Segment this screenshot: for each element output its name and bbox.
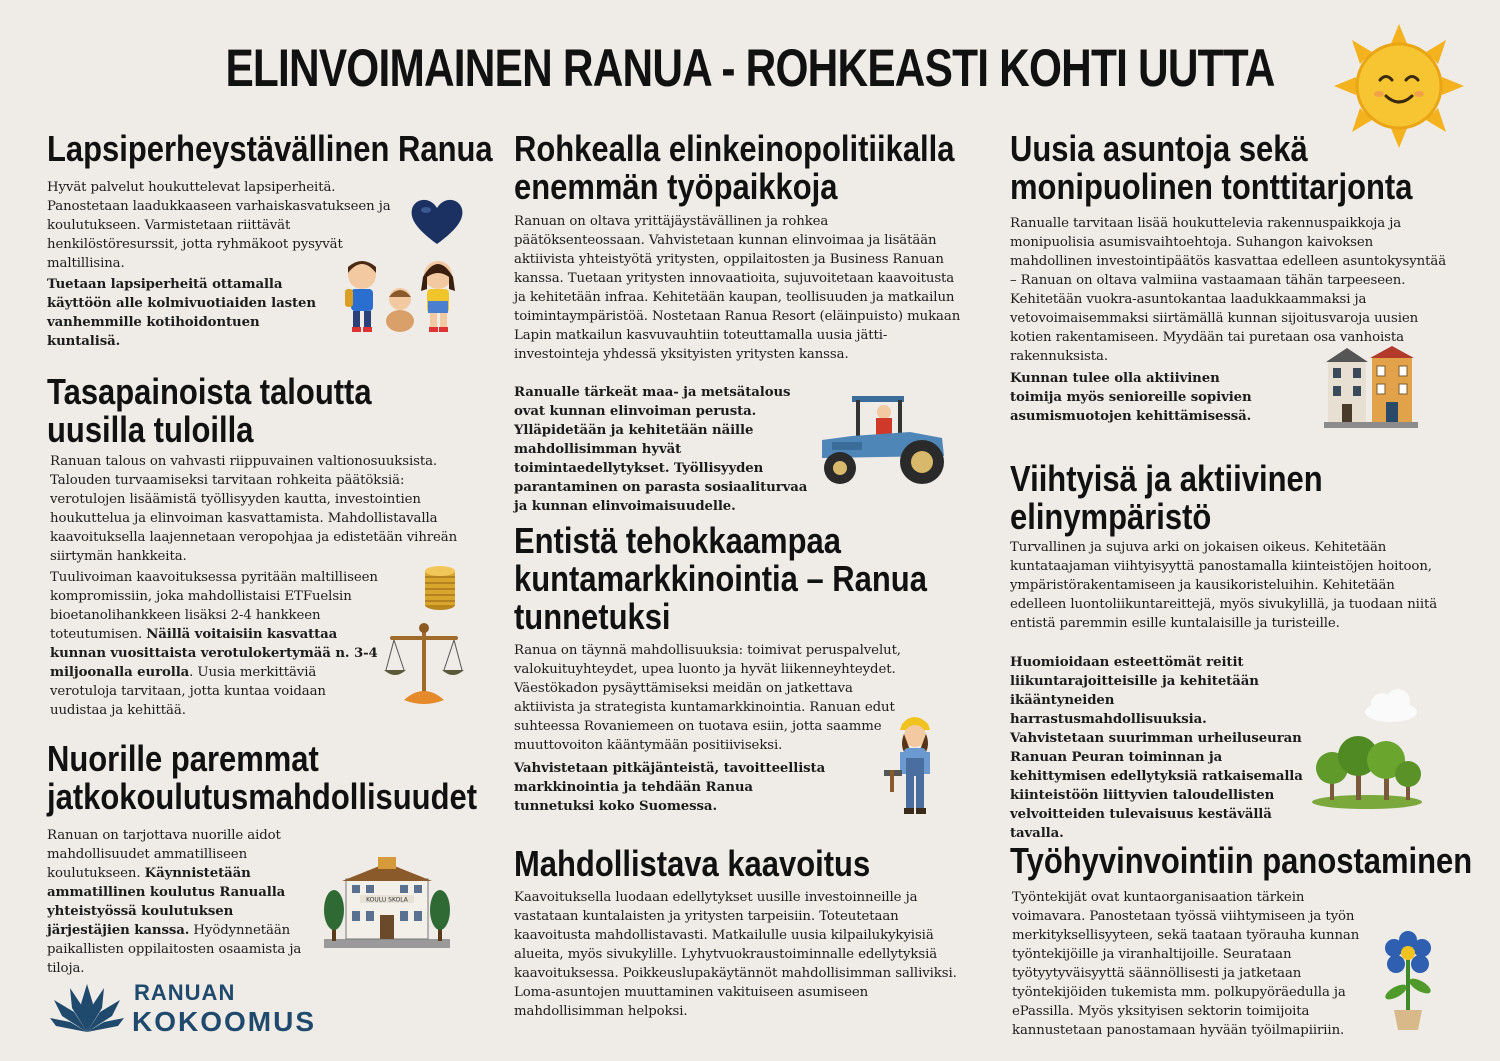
trees-icon <box>1310 730 1424 810</box>
text-lapsiperheet: Hyvät palvelut houkuttelevat lapsiperheitä. Panostetaan laadukkaaseen varhaiskasvatukseen ja koulutukseen. Varmistetaan riittävät henkilöstöresurssit, jotta ryhmäkoot pysyvät maltillisina. <box>47 180 391 271</box>
heart-icon <box>410 196 464 246</box>
text-elinkeino: Ranuan on oltava yrittäjäystävällinen ja rohkea päätöksenteossaan. Vahvistetaan kunnan elinvoimaa ja lisätään aktiivista yhteistyötä yritysten, oppilaitosten ja Business Ranuan kanssa. Tuetaan yritysten innovaatioita, sujuvoitetaan kaavoitusta ja kehitetään infraa. Kehitetään kaupan, teollisuuden ja matkailun toimintaympäristöä. Nostetaan Ranua Resort (eläinpuisto) mukaan Lapin matkailun kasvuvauhtiin toteuttamalla uusia jätti-investointeja yhdessä yksityisten yritysten kanssa. <box>514 214 961 362</box>
text-koulutus-intro: Ranuan on tarjottava nuorille aidot mahdollisuudet ammatilliseen koulutukseen. <box>47 828 281 881</box>
coin-stack-icon <box>420 563 460 611</box>
text-koulutus-end: Hyödynnetään paikallisten oppilaitosten osaamista ja tiloja. <box>47 923 302 976</box>
heading-nuorille-line2: jatkokoulutusmahdollisuudet <box>47 776 478 817</box>
school-sign: KOULU SKOLA <box>366 896 408 904</box>
page-title: ELINVOIMAINEN RANUA - ROHKEASTI KOHTI UUTTA <box>225 39 1275 98</box>
bold-kotihoidontuki: Tuetaan lapsiperheitä ottamalla käyttöön alle kolmivuotiaiden lasten vanhemmille kotihoidontuen kuntalisä. <box>47 277 316 349</box>
bold-verotulot: Näillä voitaisiin kasvattaa kunnan vuosittaista verotulokertymää n. 3-4 miljoonalla eurolla <box>50 627 378 680</box>
kokoomus-logo-icon <box>50 980 124 1036</box>
heading-kuntamarkkinointi-line3: tunnetuksi <box>514 596 671 637</box>
text-elinkeino-bold <box>514 383 816 516</box>
text-elinymparisto: Turvallinen ja sujuva arki on jokaisen oikeus. Kehitetään kuntataajaman viihtyisyyttä panostamalla kiinteistöjen hoitoon, ympäristörakentamiseen ja kausikoristeluihin. Kehitetään edelleen luontoliikuntareittejä, myös sivukylillä, ja tuodaan niitä entistä paremmin esille kuntalaisille ja turisteille. <box>1010 540 1438 631</box>
heading-kuntamarkkinointi-line2: kuntamarkkinointia – Ranua <box>514 558 927 599</box>
heading-tyohyvinvointi: Työhyvinvointiin panostaminen <box>1010 840 1473 881</box>
flower-icon <box>1380 930 1436 1032</box>
heading-tasapainoista-line1: Tasapainoista taloutta <box>47 371 372 412</box>
bold-maa-metsatalous: Ranualle tärkeät maa- ja metsätalous ovat kunnan elinvoiman perusta. Ylläpidetään ja kehitetään näille mahdollisimman hyvät toimintaedellytykset. Työllisyyden parantaminen on parasta sosiaaliturvaa ja kunnan elinvoimaisuudelle. <box>514 385 808 514</box>
worker-icon <box>878 712 950 818</box>
text-tuulivoima <box>50 568 385 720</box>
bold-esteettomat: Huomioidaan esteettömät reitit liikuntarajoitteisille ja kehitetään ikääntyneiden harrastusmahdollisuuksia. Vahvistetaan suurimman urheiluseuran Ranuan Peuran toiminnan ja kehittymisen edellytyksiä ratkaisemalla kiinteistöön liittyvien taloudellisten velvoitteiden tulevaisuus kestävällä tavalla. <box>1010 655 1303 841</box>
logo-line1: RANUAN <box>134 980 236 1005</box>
heading-lapsiperheystavallinen: Lapsiperheystävällinen Ranua <box>47 128 493 169</box>
heading-viihtyisa-line2: elinympäristö <box>1010 496 1212 537</box>
text-tuulivoima-intro: Tuulivoiman kaavoituksessa pyritään maltilliseen kompromissiin, joka mahdollistaisi ETFuelsin bioetanolihankkeen lisäksi 2-4 hankkeen toteutumisen. <box>50 570 378 642</box>
heading-kaavoitus: Mahdollistava kaavoitus <box>514 843 871 884</box>
scales-icon <box>382 620 466 710</box>
children-icon <box>340 255 465 335</box>
heading-elinkeinopolitiikka-line1: Rohkealla elinkeinopolitiikalla <box>514 128 955 169</box>
heading-viihtyisa-line1: Viihtyisä ja aktiivinen <box>1010 458 1323 499</box>
heading-tasapainoista-line2: uusilla tuloilla <box>47 409 254 450</box>
text-tyohyvinvointi: Työntekijät ovat kuntaorganisaation tärkein voimavara. Panostetaan työssä viihtymiseen ja työn merkityksellisyyteen, sekä taataan työrauha kunnan työntekijöille ja viranhaltijoille. Seurataan työtyytyväisyyttä säännöllisesti ja jatketaan työntekijöiden tukemista mm. polkupyöräedulla ja ePassilla. Myös yksityisen sektorin toimijoita kannustetaan panostamaan hyvään työilmapiiriin. <box>1012 890 1360 1038</box>
text-tuulivoima-end: . Uusia merkittäviä verotuloja tarvitaan, jotta kuntaa voidaan uudistaa ja kehittää. <box>50 665 326 718</box>
text-talous: Ranuan talous on vahvasti riippuvainen valtionosuuksista. Talouden turvaamiseksi tarvitaan rohkeita päätöksiä: verotulojen lisäämistä työllisyyden kautta, investointien houkuttelua ja elinvoiman kasvattamista. Mahdollistavalla kaavoituksella laajennetaan veropohjaa ja edistetään vihreän siirtymän hankkeita. <box>50 454 458 564</box>
heading-kuntamarkkinointi-line1: Entistä tehokkaampaa <box>514 520 841 561</box>
sun-icon <box>1330 22 1468 150</box>
tractor-icon <box>812 390 950 486</box>
school-building-icon <box>320 855 454 950</box>
text-elinymparisto-bold <box>1010 653 1305 843</box>
text-asunnot-bold <box>1010 369 1268 426</box>
heading-elinkeinopolitiikka-line2: enemmän työpaikkoja <box>514 166 838 207</box>
heading-asunnot-line1: Uusia asuntoja sekä <box>1010 128 1308 169</box>
text-koulutus <box>47 826 319 978</box>
bold-tunnetuksi: Vahvistetaan pitkäjänteistä, tavoitteellista markkinointia ja tehdään Ranua tunnetuksi koko Suomessa. <box>514 761 826 814</box>
text-lapsiperheet-bold <box>47 275 337 351</box>
text-asunnot: Ranualle tarvitaan lisää houkuttelevia rakennuspaikkoja ja monipuolisia asumisvaihtoehtoja. Suhangon kaivoksen mahdollinen investointipäätös kasvattaa edelleen asuntokysyntää – Ranuan on oltava valmiina vastaamaan tähän tarpeeseen. Kehitetään vuokra-asuntokantaa laadukkaammaksi ja vetovoimaisemmaksi siirtämällä kunnan sijoitusvaroja uusien kotien rakentamiseen. Myydään tai puretaan osa vanhoista rakennuksista. <box>1010 216 1447 364</box>
bold-seniorit: Kunnan tulee olla aktiivinen toimija myös senioreille sopivien asumismuotojen kehittämisessä. <box>1010 371 1252 424</box>
text-markkinointi: Ranua on täynnä mahdollisuuksia: toimivat peruspalvelut, valokuituyhteydet, upea luonto ja hyvät liikenneyhteydet. Väestökadon pysäyttämiseksi meidän on jatkettava aktiivista ja strategista kuntamarkkinointia. Ranuan edut suhteessa Rovaniemeen on tuotava esiin, jotta saamme muuttovoiton kääntymään positiiviseksi. <box>514 643 901 753</box>
cloud-icon <box>1362 688 1420 724</box>
houses-icon <box>1324 344 1418 428</box>
bold-ammatillinen: Käynnistetään ammatillinen koulutus Ranualla yhteistyössä koulutuksen järjestäjien kanssa. <box>47 866 286 938</box>
heading-nuorille-line1: Nuorille paremmat <box>47 738 319 779</box>
logo-line2: KOKOOMUS <box>132 1006 316 1037</box>
text-markkinointi-bold <box>514 759 832 816</box>
text-kaavoitus: Kaavoituksella luodaan edellytykset uusille investoinneille ja vastataan kuntalaisten ja yritysten tarpeisiin. Toteutetaan kaavoitusta mahdollistavasti. Matkailulle uusia kilpailukykyisiä alueita, myös sivukylille. Lyhytvuokraustoiminnalle edellytyksiä kaavoituksessa. Poikkeuslupakäytännöt mahdollisimman salliviksi. Loma-asuntojen muuttaminen vakituiseen asumiseen mahdollisimman helpoksi. <box>514 890 957 1019</box>
heading-asunnot-line2: monipuolinen tonttitarjonta <box>1010 166 1413 207</box>
